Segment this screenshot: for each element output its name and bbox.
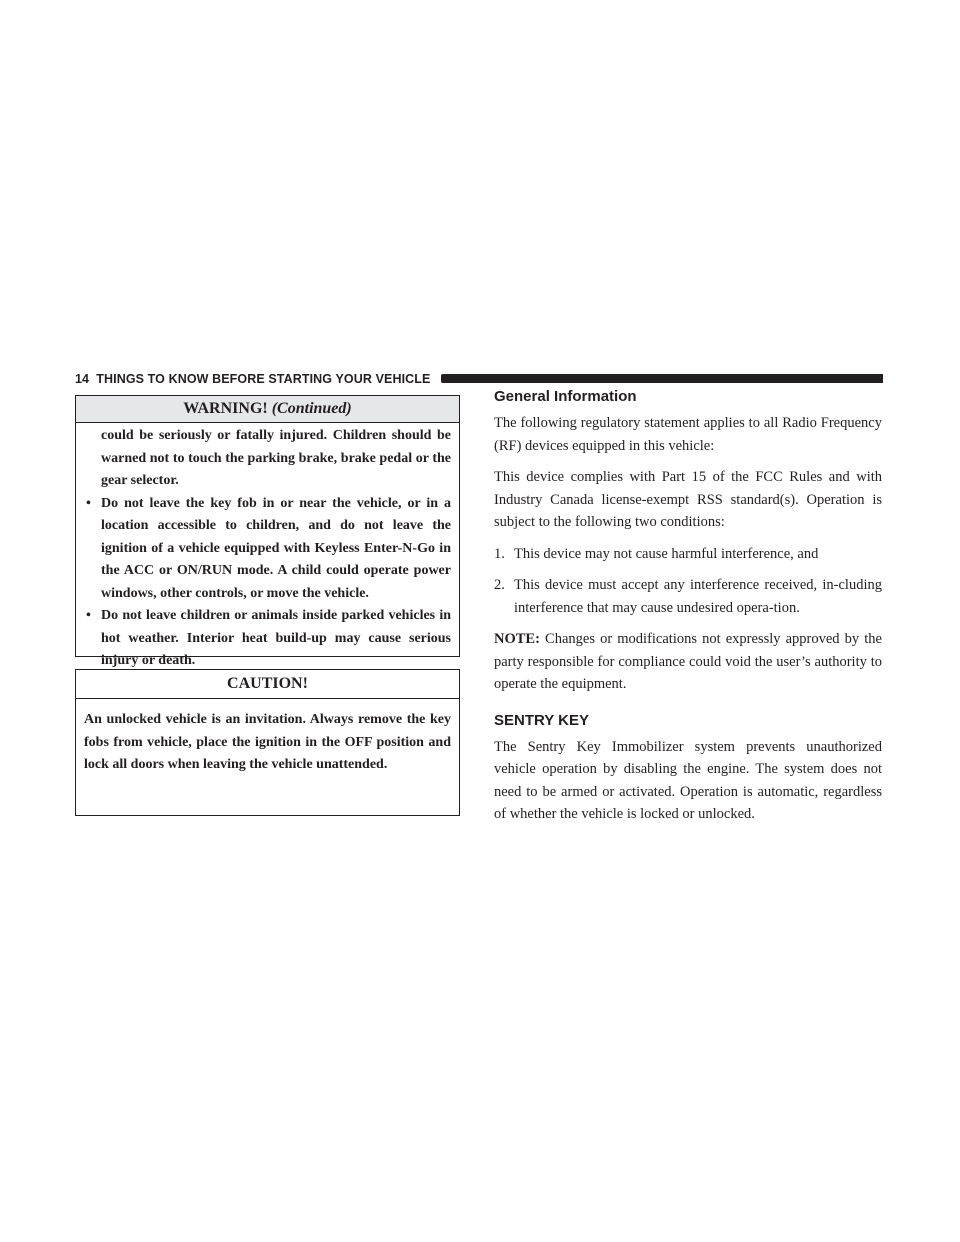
header-text (75, 372, 436, 386)
caution-box (75, 669, 460, 816)
fcc-compliance: This device complies with Part 15 of the FCC Rules and with Industry Canada license-exempt RSS standard(s). Operation is subject to the following two conditions: (494, 469, 882, 530)
regulatory-statement: The following regulatory statement applies to all Radio Frequency (RF) devices equipped in this vehicle: (494, 415, 882, 454)
note (494, 628, 882, 696)
condition-text: This device must accept any interference received, in-cluding interference that may cause undesired opera-tion. (514, 577, 882, 616)
caution-body (76, 699, 459, 789)
warning-title (76, 396, 459, 423)
caution-text: An unlocked vehicle is an invitation. Always remove the key fobs from vehicle, place the ignition in the OFF position and lock all doors when leaving the vehicle unattended. (84, 712, 451, 772)
page-number: 14 (75, 372, 90, 386)
warning-body (76, 423, 459, 681)
warning-continued-text: could be seriously or fatally injured. Children should be warned not to touch the parking brake, brake pedal or the gear selector. (101, 428, 451, 488)
warning-bullet-1 (86, 493, 451, 606)
condition-1 (494, 543, 882, 566)
warning-bullet-text: Do not leave children or animals inside parked vehicles in hot weather. Interior heat build-up may cause serious injury or death. (101, 608, 451, 668)
caution-title: CAUTION! (76, 670, 459, 699)
warning-continued: (Continued) (271, 400, 352, 417)
bullet-icon: • (86, 495, 91, 511)
condition-number: 2. (494, 577, 505, 593)
warning-bullet-2 (86, 605, 451, 673)
page-header (75, 372, 883, 388)
sentry-key-heading: SENTRY KEY (494, 711, 590, 729)
warning-bullet-text: Do not leave the key fob in or near the vehicle, or in a location accessible to children, and do not leave the ignition of a vehicle equipped with Keyless Enter-N-Go in the ACC or ON/RUN mode. A child could operate power windows, other controls, or move the vehicle. (101, 495, 451, 601)
note-label: NOTE: (494, 631, 540, 647)
sentry-key-text: The Sentry Key Immobilizer system prevents unauthorized vehicle operation by disabling the engine. The system does not need to be armed or activated. Operation is automatic, regardless of whether the vehicle is locked or unlocked. (494, 738, 882, 822)
general-information-heading: General Information (494, 388, 637, 405)
warning-box (75, 395, 460, 668)
chapter-title: THINGS TO KNOW BEFORE STARTING YOUR VEHICLE (96, 372, 431, 386)
condition-number: 1. (494, 545, 505, 562)
bullet-icon: • (86, 608, 91, 623)
warning-label: WARNING! (183, 400, 268, 417)
condition-text: This device may not cause harmful interference, and (514, 545, 819, 562)
condition-2 (494, 574, 882, 619)
header-rule (441, 374, 883, 383)
right-column (494, 388, 882, 826)
note-text: Changes or modifications not expressly approved by the party responsible for compliance could void the user’s authority to operate the equipment. (494, 631, 882, 692)
